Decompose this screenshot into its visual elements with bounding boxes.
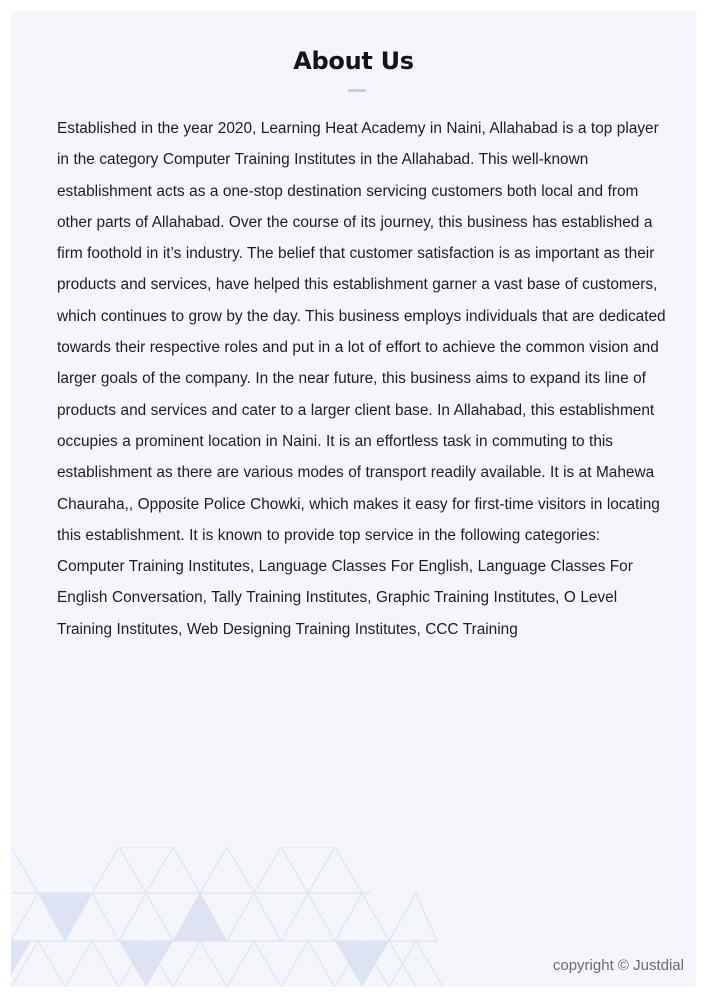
pattern-fill-triangle [38, 893, 92, 941]
pattern-fill-triangle [173, 893, 227, 941]
title-underline [348, 89, 366, 92]
about-paragraph: Established in the year 2020, Learning Heat Academy in Naini, Allahabad is a top player in the category Computer Training Institutes in the Allahabad. This well-known establishment acts as a one-stop destination servicing customers both local and from other parts of Allahabad. Over the course of its journey, this business has established a firm foothold in it’s industry. The belief that customer satisfaction is as important as their products and services, have helped this establishment garner a vast base of customers, which continues to grow by the day. This business employs individuals that are dedicated towards their respective roles and put in a lot of effort to achieve the common vision and larger goals of the company. In the near future, this business aims to expand its line of products and services and cater to a larger client base. In Allahabad, this establishment occupies a prominent location in Naini. It is an effortless task in commuting to this establishment as there are various modes of transport readily available. It is at Mahewa Chauraha,, Opposite Police Chowki, which makes it easy for first-time visitors in locating this establishment. It is known to provide top service in the following categories: Computer Training Institutes, Language Classes For English, Language Classes For English Conversation, Tally Training Institutes, Graphic Training Institutes, O Level Training Institutes, Web Designing Training Institutes, CCC Training [57, 120, 666, 638]
about-us-page [11, 11, 696, 987]
pattern-fill-triangle [335, 941, 389, 987]
decorative-triangle-pattern [11, 847, 451, 987]
pattern-fill-triangle [119, 941, 173, 987]
page-title: About Us [293, 47, 414, 75]
copyright-text: copyright © Justdial [552, 957, 684, 974]
